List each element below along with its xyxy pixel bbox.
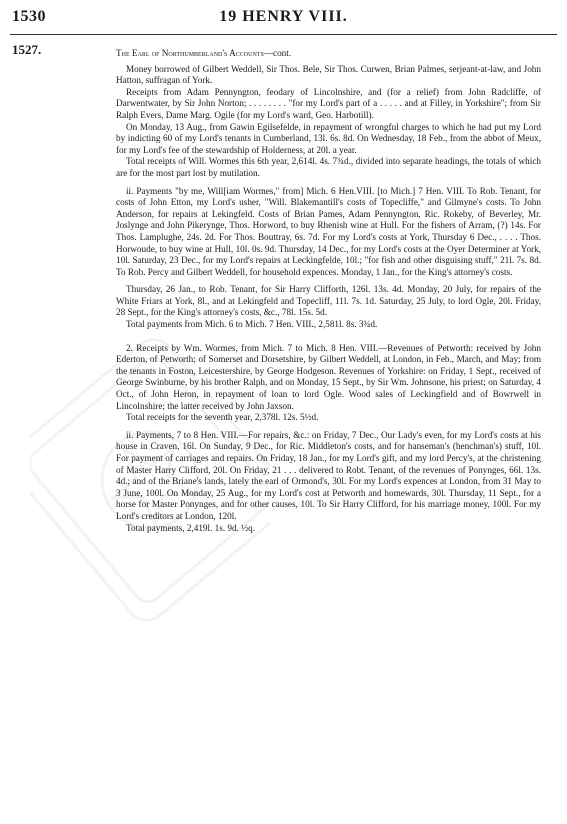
paragraph-payments-ii: ii. Payments "by me, Will[iam Wormes," from] Mich. 6 Hen.VIII. [to Mich.] 7 Hen. VIII. To Rob. Tenant, for costs of John Etton, my Lord's usher, "Will. Blakemantill's costs of Topecliffe," and Gilmyne's costs. To John Anderson, for repairs at Lekingfeld. Costs of Brian Pames, Adam Pennyngton, Ric. Rokeby, of Beverley, Mr. Joslynge and John Pikerynge, Thos. Horword, to buy Rhenish wine at Hull. For the fishers of Arram, (?) 14s. For Thos. Lamplughe, 24s. 2d. For Thos. Bouttray, 6s. 7d. For my Lord's costs at York, Thursday 6 Dec., . . . . Thos. Horwoude, to buy wine at Hull, 10l. 0s. 9d. Thursday, 14 Dec., for my Lord's costs at the Oyer Determiner at York, 10l. Saturday, 23 Dec., for my Lord's repairs at Leckingfelde, 10l.; "for fish and other disguising stuff," 21l. 7s. 8d. To Rob. Percy and Gilbert Weddell, for household expences. Monday, 1 Jan., for the King's attorney's costs.	[116, 185, 541, 277]
paragraph-monday-13-aug: On Monday, 13 Aug., from Gawin Egilsefelde, in repayment of wrongful charges to which he had put my Lord by indicting 60 of my Lord's tenants in Cumberland, 13l. 6s. 8d. On Wednesday, 18 Feb., from the abbot of Meux, for my Lord's fee of the stewardship of Holderness, at 20l. a year.	[116, 121, 541, 155]
section-heading	[116, 48, 541, 60]
running-title: 19 HENRY VIII.	[219, 8, 348, 25]
page-number: 1530	[12, 8, 46, 25]
paragraph-receipts: Receipts from Adam Pennyngton, feodary of Lincolnshire, and (for a relief) from John Radcliffe, of Darwentwater, by Sir John Norton; . . . . . . . . "for my Lord's part of a . . . . . and at Filley, in Yorkshire"; from Sir Ralph Evers, Dame Marg. Ogile (for my Lord's ward, Geo. Harbotill).	[116, 86, 541, 120]
document-body	[116, 48, 541, 534]
page-header	[0, 8, 567, 28]
paragraph-total-payments: Total payments from Mich. 6 to Mich. 7 Hen. VIII., 2,581l. 8s. 3¾d.	[126, 319, 378, 330]
paragraph-receipts-2: 2. Receipts by Wm. Wormes, from Mich. 7 to Mich. 8 Hen. VIII.—Revenues of Petworth: received by John Ederton, of Petworth; of Somerset and Dorsetshire, by Gilbert Weddell, at London, in Feb., March, and May; from the tenants in Foston, Leicestershire, by George Hodgeson. Revenues of Yorkshire: on Friday, 1 Sept., received of George Swinburne, by his brother Ralph, and on Monday, 15 Sept., by Sir Wm. Johnsone, his priest; on Saturday, 4 Oct., of John Heron, in repayment of loan to lord Ogle. Wood sales of Leckingfield and of Bowrwell in Lincolnshire; the latter received by John Jaxson.	[116, 342, 541, 411]
paragraph-payments-7-8: ii. Payments, 7 to 8 Hen. VIII.—For repairs, &c.: on Friday, 7 Dec., Our Lady's even, for my Lord's costs at his house in Craven, 16l. On Sunday, 9 Dec., for Ric. Middleton's costs, and for hanseman's (henchman's) stuff, 10l. For payment of carriages and repairs. On Friday, 18 Jan., for my Lord's gift, and my lord Percy's, at the christening of Master Harry Clifford, 20l. On Friday, 21 . . . delivered to Robt. Tenant, of the revenues of Ponynges, 66l. 13s. 4d.; and of the Briane's lands, lately the earl of Ormond's, 30l. For my Lord's expences at London, from 31 May to 3 June, 100l. On Monday, 25 Aug., for my Lord's cost at Petworth and homewards, 30l. Thursday, 11 Sept., for a horse for Master Ponynges, and for other causes, 10l. To Sir Harry Clifford, for his marriage money, 100l. For my Lord's creditors at London, 120l.	[116, 429, 541, 521]
margin-year: 1527.	[12, 42, 42, 57]
paragraph-total-seventh-year: Total receipts for the seventh year, 2,378l. 12s. 5½d.	[126, 412, 319, 423]
paragraph-money-borrowed: Money borrowed of Gilbert Weddell, Sir Thos. Bele, Sir Thos. Curwen, Brian Palmes, serjeant-at-law, and John Hatton, suffragan of York.	[116, 63, 541, 86]
paragraph-thursday-26-jan: Thursday, 26 Jan., to Rob. Tenant, for Sir Harry Clifforth, 126l. 13s. 4d. Monday, 20 July, for repairs of the White Friars at York, 8l., and at Lekingfeld and Topecliff, 11l. 7s. 1d. Saturday, 25 July, to lord Ogle, 20l. Friday, 28 Sept., for the King's attorney's costs, &c., 78l. 15s. 5d.	[116, 284, 541, 318]
header-rule	[10, 34, 557, 35]
section-heading-suffix: —cont.	[263, 48, 292, 58]
section-heading-title: The Earl of Northumberland's Accounts	[116, 48, 264, 58]
paragraph-total-receipts: Total receipts of Will. Wormes this 6th year, 2,614l. 4s. 7¾d., divided into separate headings, the totals of which are for the most part lost by mutilation.	[116, 156, 541, 178]
paragraph-total-payments-2: Total payments, 2,419l. 1s. 9d. ½q.	[126, 522, 255, 533]
